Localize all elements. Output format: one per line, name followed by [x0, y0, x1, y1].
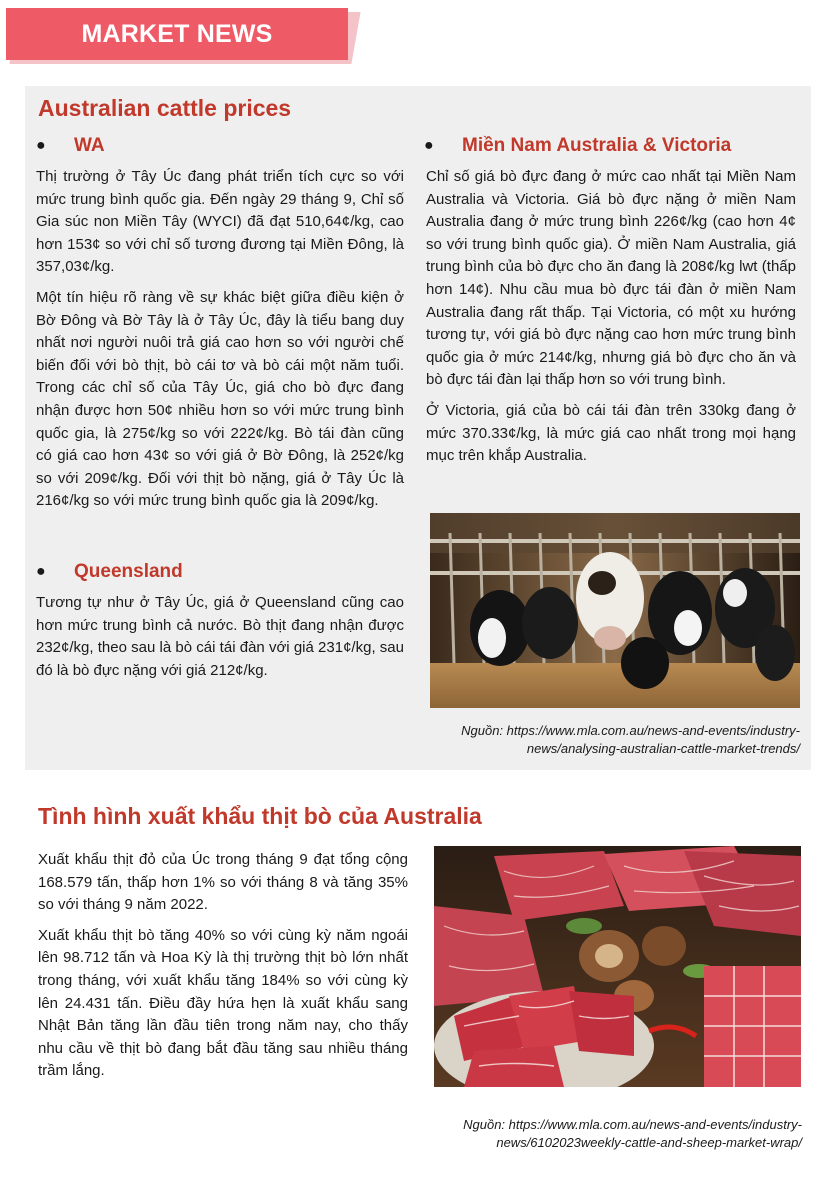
- wa-paragraph-2: Một tín hiệu rõ ràng về sự khác biệt giữa điều kiện ở Bờ Đông và Bờ Tây là ở Tây Úc, đây là tiểu bang duy nhất nơi người nuôi trả giá cao hơn so với người chế biến đối với bò thịt, bò cái tơ và bò cái một năm tuổi. Trong các chỉ số của Tây Úc, giá cho bò đực đang nhận được hơn 50¢ nhiều hơn so với mức trung bình quốc gia, là 275¢/kg so với 222¢/kg. Bò tái đàn cũng có giá cao hơn 43¢ so với giá ở Bờ Đông, là 252¢/kg so với 209¢/kg. Đối với thịt bò nặng, giá ở Tây Úc là 216¢/kg so với mức trung bình quốc gia là 209¢/kg.: [36, 288, 404, 510]
- beef-photo-illustration: [434, 846, 801, 1087]
- banner-title: MARKET NEWS: [81, 19, 273, 48]
- cattle-source-line-2: news/analysing-australian-cattle-market-trends/: [526, 741, 800, 756]
- south-text: [426, 166, 796, 476]
- wa-paragraph-1: Thị trường ở Tây Úc đang phát triển tích cực so với mức trung bình quốc gia. Đến ngày 29 tháng 9, Chỉ số Gia súc non Miền Tây (WYCI) đã đạt 510,64¢/kg, cao hơn 153¢ so với chỉ số tương đương tại Miền Đông, là 357,03¢/kg.: [36, 168, 404, 276]
- queensland-paragraph-1: Tương tự như ở Tây Úc, giá ở Queensland cũng cao hơn mức trung bình cả nước. Bò thịt đang nhận được 232¢/kg, theo sau là bò cái tái đàn với giá 231¢/kg, sau đó là bò đực nặng với giá 212¢/kg.: [36, 594, 404, 679]
- export-paragraph-1: Xuất khẩu thịt đỏ của Úc trong tháng 9 đạt tổng cộng 168.579 tấn, thấp hơn 1% so với tháng 8 và tăng 35% so với tháng 9 năm 2022.: [38, 851, 408, 914]
- export-source-line-2: news/6102023weekly-cattle-and-sheep-market-wrap/: [496, 1135, 802, 1150]
- cattle-source-caption: [330, 722, 800, 758]
- market-news-banner: [6, 8, 348, 60]
- export-paragraph-2: Xuất khẩu thịt bò tăng 40% so với cùng kỳ năm ngoái lên 98.712 tấn và Hoa Kỳ là thị trường thịt bò lớn nhất trong tháng, với xuất khẩu tăng 184% so với cùng kỳ lên 24.431 tấn. Điều đầy hứa hẹn là xuất khẩu sang Nhật Bản tăng lần đầu tiên trong năm nay, cho thấy nhu cầu về thịt bò đang bắt đầu tăng sau nhiều tháng trầm lắng.: [38, 926, 408, 1080]
- wa-text: [36, 166, 404, 521]
- cattle-source-line-1: Nguồn: https://www.mla.com.au/news-and-events/industry-: [461, 723, 800, 738]
- cattle-photo-illustration: [430, 513, 800, 708]
- section-title-beef-export: Tình hình xuất khẩu thịt bò của Australia: [38, 803, 482, 829]
- cattle-feeding-photo: [430, 513, 800, 708]
- wa-heading: WA: [74, 135, 105, 156]
- bullet-icon: ●: [36, 137, 46, 154]
- export-text: [38, 849, 408, 1091]
- section-title-cattle-prices: Australian cattle prices: [38, 95, 292, 121]
- queensland-heading: Queensland: [74, 561, 183, 582]
- export-source-line-1: Nguồn: https://www.mla.com.au/news-and-events/industry-: [463, 1117, 802, 1132]
- bullet-icon: ●: [424, 137, 434, 154]
- export-source-caption: [330, 1116, 802, 1152]
- raw-beef-photo: [434, 846, 801, 1087]
- south-paragraph-2: Ở Victoria, giá của bò cái tái đàn trên 330kg đang ở mức 370.33¢/kg, là mức giá cao nhất trong mọi hạng mục trên khắp Australia.: [426, 401, 796, 465]
- bullet-wa: [36, 135, 105, 157]
- south-paragraph-1: Chỉ số giá bò đực đang ở mức cao nhất tại Miền Nam Australia và Victoria. Giá bò đực nặng ở miền Nam Australia đang ở mức trung bình 226¢/kg (cao hơn 4¢ so với trung bình quốc gia). Ở miền Nam Australia, giá trung bình của bò đực cho ăn đang là 208¢/kg lwt (thấp hơn 14¢). Nhu cầu mua bò đực tái đàn ở miền Nam Australia đang rất thấp. Tại Victoria, có một xu hướng tương tự, với giá bò đực nặng cao hơn mức trung bình quốc gia ở mức 214¢/kg, nhưng giá bò đực cho ăn và bò đực tái đàn lại thấp hơn so với trung bình.: [426, 168, 796, 389]
- bullet-south-victoria: [424, 135, 731, 157]
- queensland-text: [36, 592, 404, 690]
- south-heading: Miền Nam Australia & Victoria: [462, 135, 732, 156]
- bullet-queensland: [36, 561, 183, 583]
- bullet-icon: ●: [36, 563, 46, 580]
